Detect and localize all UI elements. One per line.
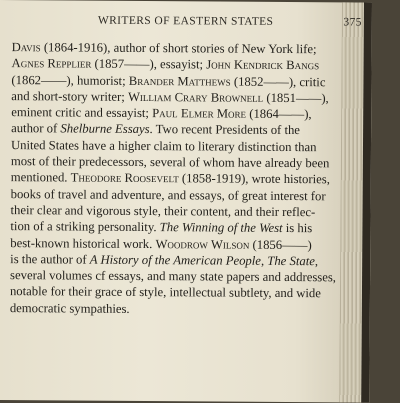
- text-run: is the author of: [10, 251, 90, 267]
- text-run: (1852——), critic: [230, 74, 326, 89]
- text-line: [11, 55, 363, 74]
- text-line: several volumes cf essays, and many state papers and addresses,: [10, 268, 337, 285]
- author-name: Brander Matthews: [128, 73, 231, 89]
- author-name: Theodore Roosevelt: [70, 170, 179, 186]
- running-head: WRITERS OF EASTERN STATES: [97, 14, 274, 28]
- text-run: (1862——), humorist;: [11, 72, 129, 88]
- text-run: eminent critic and essayist;: [11, 105, 153, 121]
- text-line: notable for their grace of style, intellectual subtlety, and wide: [9, 284, 321, 301]
- text-line: United States have a higher claim to literary distinction than: [10, 137, 317, 154]
- text-run: tion of a striking personality.: [10, 219, 160, 235]
- page-header: [40, 14, 362, 29]
- text-line: democratic sympathies.: [9, 300, 130, 316]
- text-run: . Two recent Presidents of the: [149, 122, 301, 138]
- author-name: Woodrow Wilson: [155, 236, 250, 252]
- author-name: Paul Elmer More: [152, 106, 247, 121]
- text-run: (1864-1916), author of short stories of New York life;: [40, 40, 317, 57]
- author-name: William Crary Brownell: [127, 89, 264, 105]
- text-run: (1864——),: [246, 106, 312, 122]
- page-number: 375: [343, 16, 362, 29]
- text-run: (1851——),: [263, 90, 329, 106]
- book-title: The State: [267, 253, 315, 269]
- author-name: Agnes Repplier: [11, 56, 92, 71]
- text-line: [10, 218, 362, 237]
- text-line: [11, 169, 363, 188]
- book-title: The Winning of the West: [159, 220, 283, 236]
- book-title: A History of the American People: [89, 252, 262, 268]
- text-run: and short-story writer;: [11, 88, 129, 104]
- text-run: ,: [314, 254, 319, 269]
- text-run: (1856——): [249, 237, 312, 252]
- text-run: is his: [282, 221, 313, 236]
- text-line: most of their predecessors, several of whom have already been: [10, 154, 330, 171]
- text-line: their clear and vigorous style, their content, and their reflec-: [10, 203, 316, 220]
- author-name: Davis: [11, 40, 41, 55]
- text-run: ,: [260, 253, 268, 268]
- text-run: (1857——), essayist;: [91, 56, 207, 72]
- book-title: Shelburne Essays: [60, 121, 150, 137]
- text-run: (1858-1919), wrote histories,: [178, 171, 330, 187]
- text-run: mentioned.: [10, 170, 71, 185]
- body-text: [10, 39, 364, 318]
- text-run: author of: [11, 121, 61, 136]
- author-name: John Kendrick Bangs: [206, 57, 320, 73]
- text-run: best-known historical work.: [10, 235, 156, 251]
- text-line: books of travel and adventure, and essays, of great interest for: [10, 186, 326, 203]
